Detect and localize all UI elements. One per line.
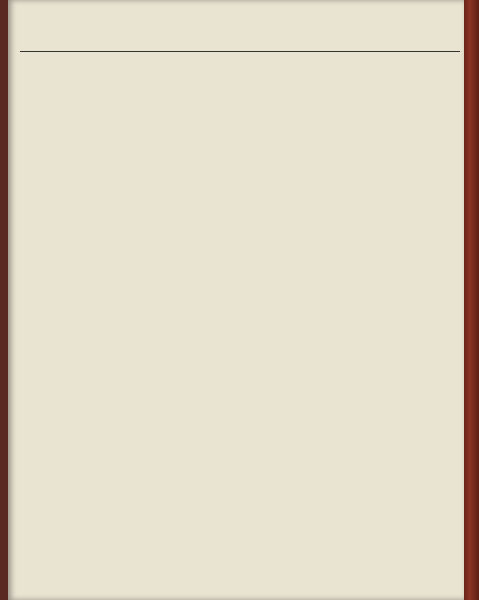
header-rule — [20, 51, 460, 52]
book-cover-edge — [464, 0, 479, 600]
paper-sheet — [8, 0, 464, 600]
